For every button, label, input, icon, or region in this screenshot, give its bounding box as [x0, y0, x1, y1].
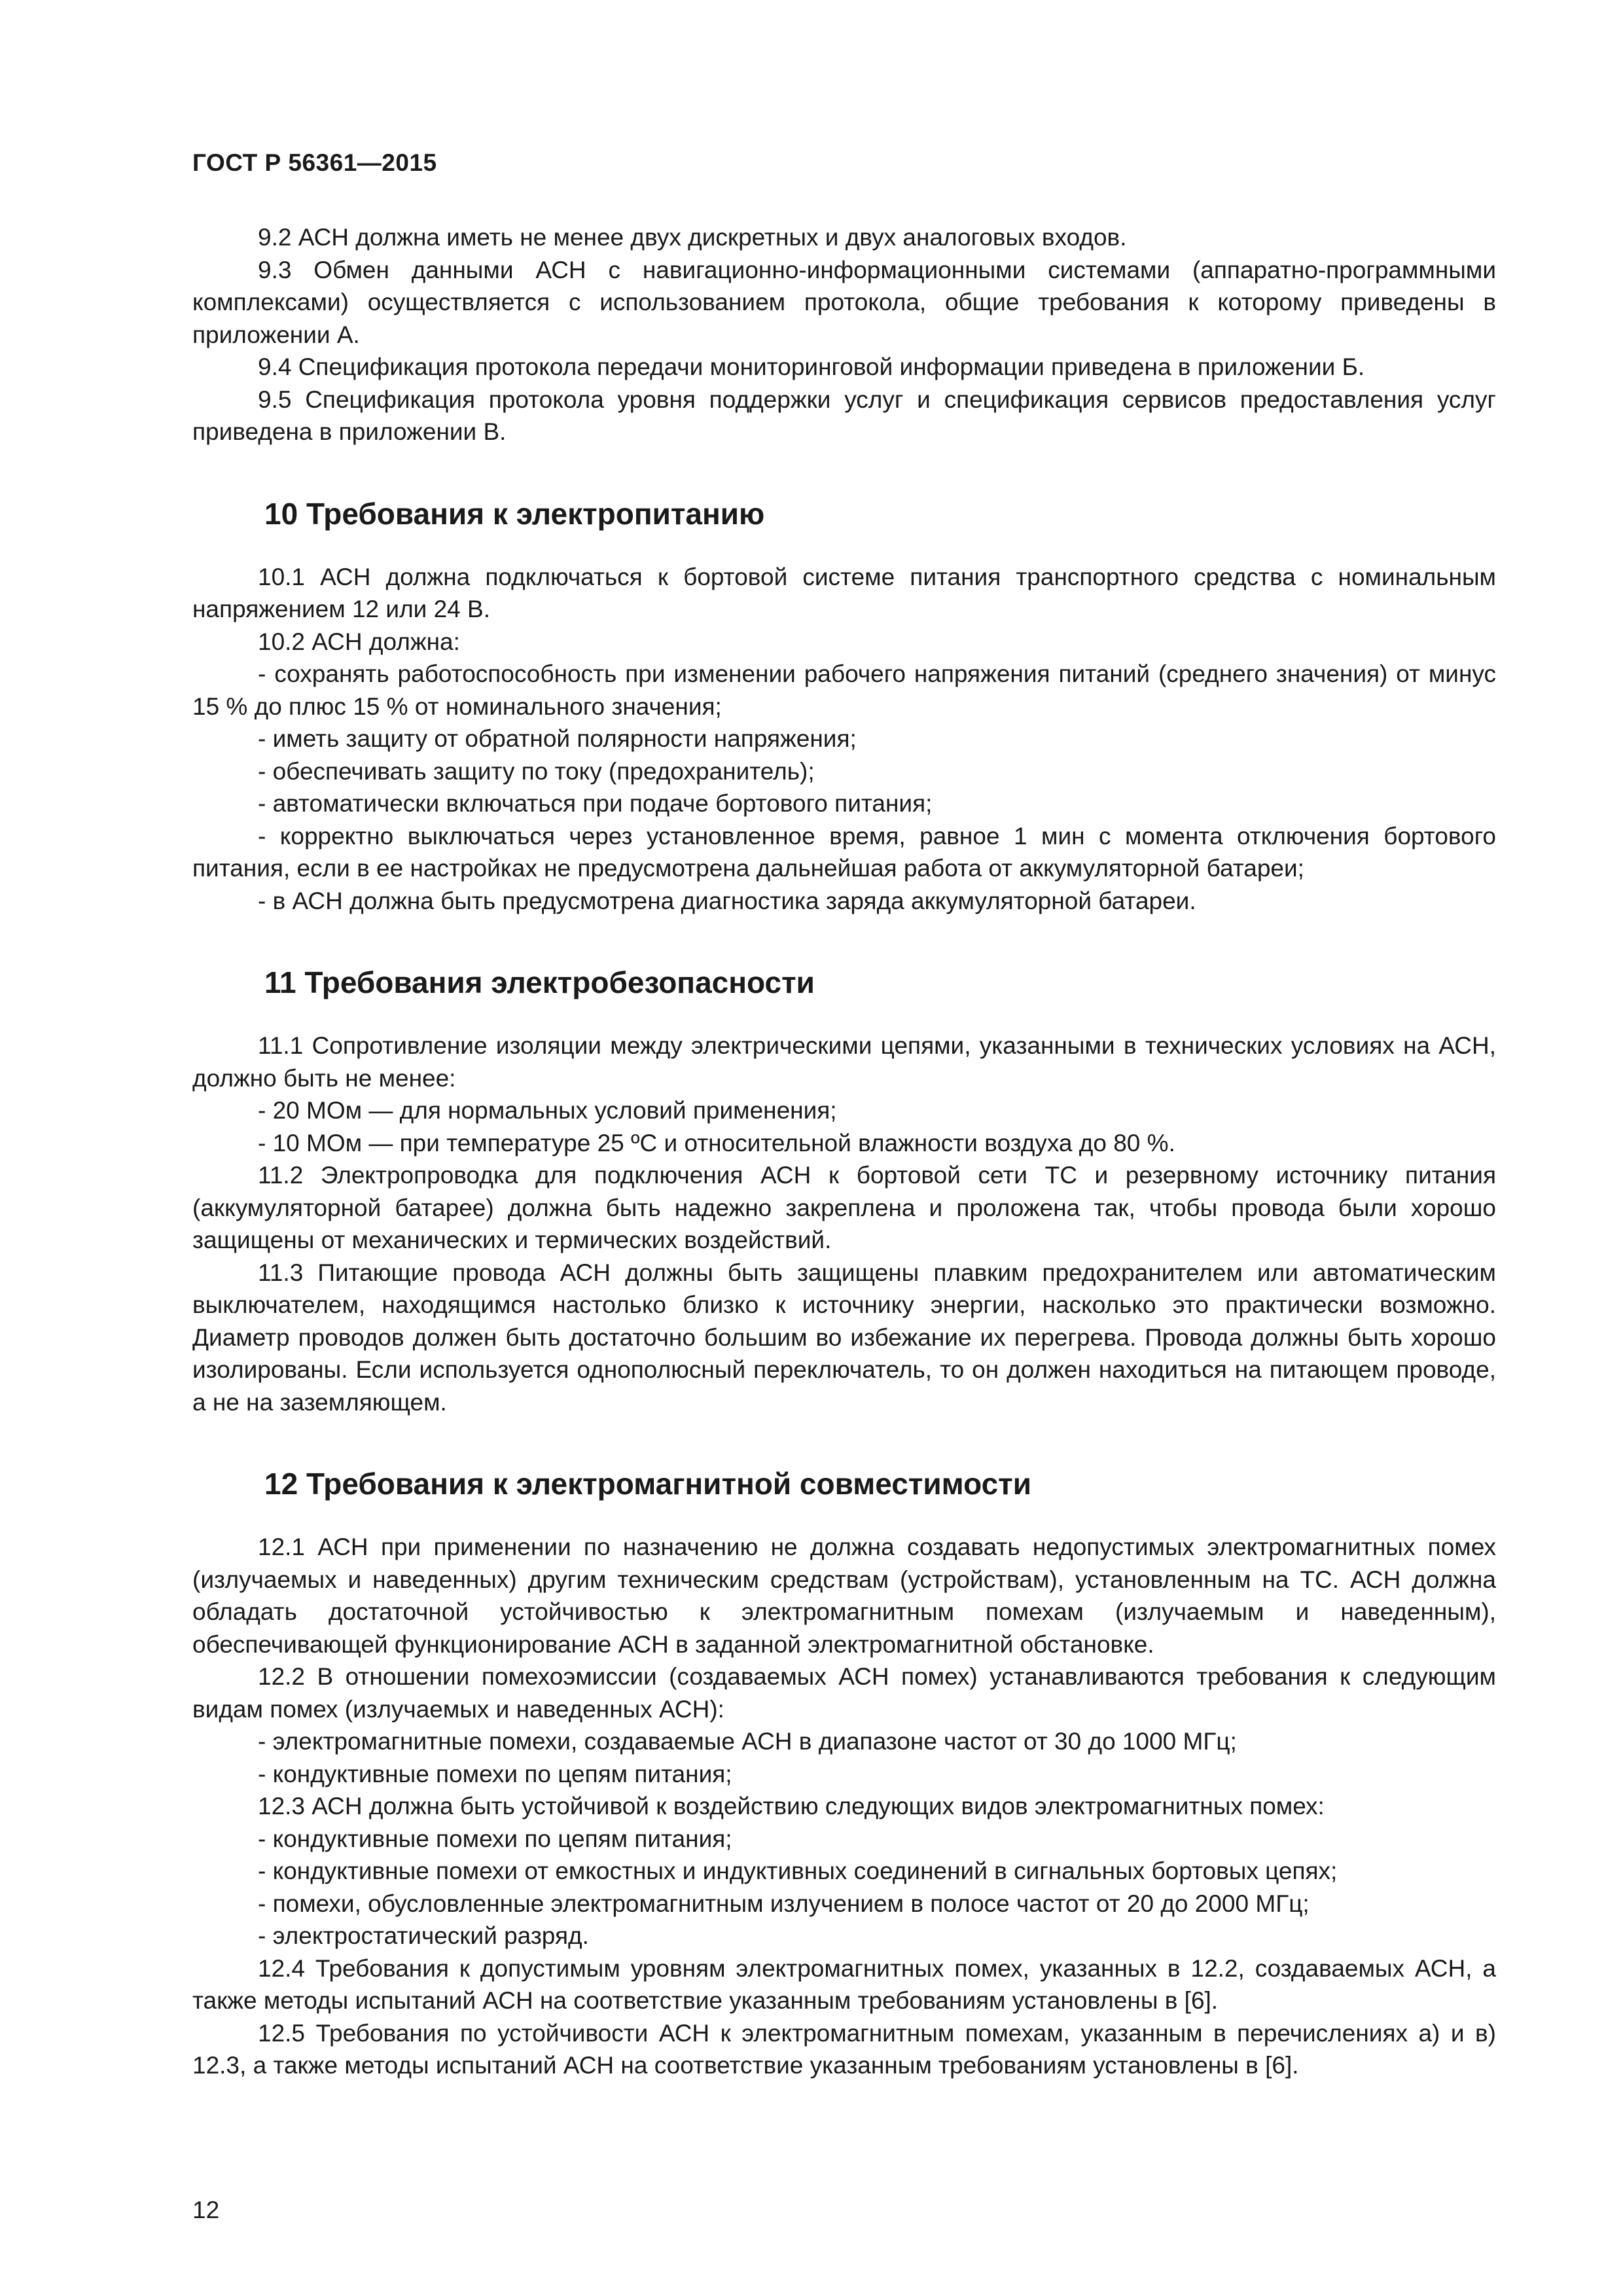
paragraph-11-1: 11.1 Сопротивление изоляции между электрическими цепями, указанными в технических условиях на АСН, должно быть не менее: [192, 1032, 1496, 1092]
list-item: - кондуктивные помехи по цепям питания; [258, 1825, 732, 1852]
section-heading-10: 10 Требования к электропитанию [264, 496, 765, 531]
list-item: - кондуктивные помехи от емкостных и индуктивных соединений в сигнальных бортовых цепях; [258, 1857, 1338, 1884]
list-item: - 10 МОм — при температуре 25 ºС и относительной влажности воздуха до 80 %. [258, 1129, 1175, 1157]
list-item: - корректно выключаться через установленное время, равное 1 мин с момента отключения бортового питания, если в ее настройках не предусмотрена дальнейшая работа от аккумуляторной батареи; [192, 822, 1496, 882]
section-heading-11: 11 Требования электробезопасности [264, 965, 815, 999]
paragraph-10-2: 10.2 АСН должна: [258, 628, 460, 655]
paragraph-12-1: 12.1 АСН при применении по назначению не должна создавать недопустимых электромагнитных помех (излучаемых и наведенных) другим техническим средствам (устройствам), установленным на ТС. АСН должна обладать достаточной устойчивостью к электромагнитным помехам (излучаемым и наведенным), обеспечивающей функционирование АСН в заданной электромагнитной обстановке. [192, 1534, 1496, 1658]
page-number: 12 [192, 2197, 220, 2223]
standard-header: ГОСТ Р 56361—2015 [192, 149, 437, 176]
paragraph-9-4: 9.4 Спецификация протокола передачи мониторинговой информации приведена в приложении Б. [258, 353, 1365, 380]
list-item: - обеспечивать защиту по току (предохранитель); [258, 757, 815, 785]
list-item: - в АСН должна быть предусмотрена диагностика заряда аккумуляторной батареи. [258, 887, 1196, 914]
paragraph-12-2: 12.2 В отношении помехоэмиссии (создаваемых АСН помех) устанавливаются требования к следующим видам помех (излучаемых и наведенных АСН): [192, 1663, 1496, 1723]
paragraph-9-5: 9.5 Спецификация протокола уровня поддержки услуг и спецификация сервисов предоставления услуг приведена в приложении В. [192, 386, 1496, 445]
paragraph-11-3: 11.3 Питающие провода АСН должны быть защищены плавким предохранителем или автоматическим выключателем, находящимся настолько близко к источнику энергии, насколько это практически возможно. Диаметр проводов должен быть достаточно большим во избежание их перегрева. Провода должны быть хорошо изолированы. Если используется однополюсный переключатель, то он должен находиться на питающем проводе, а не на заземляющем. [192, 1259, 1496, 1416]
list-item: - сохранять работоспособность при изменении рабочего напряжения питаний (среднего значения) от минус 15 % до плюс 15 % от номинального значения; [192, 660, 1496, 720]
paragraph-11-2: 11.2 Электропроводка для подключения АСН к бортовой сети ТС и резервному источнику питания (аккумуляторной батарее) должна быть надежно закреплена и проложена так, чтобы провода были хорошо защищены от механических и термических воздействий. [192, 1162, 1496, 1253]
list-item: - кондуктивные помехи по цепям питания; [258, 1760, 732, 1787]
paragraph-12-3: 12.3 АСН должна быть устойчивой к воздействию следующих видов электромагнитных помех: [258, 1793, 1325, 1820]
paragraph-12-5: 12.5 Требования по устойчивости АСН к электромагнитным помехам, указанным в перечислениях а) и в) 12.3, а также методы испытаний АСН на соответствие указанным требованиям установлены в [6]. [192, 2019, 1496, 2079]
document-body [192, 221, 1496, 2082]
list-item: - автоматически включаться при подаче бортового питания; [258, 790, 933, 817]
paragraph-10-1: 10.1 АСН должна подключаться к бортовой системе питания транспортного средства с номинальным напряжением 12 или 24 В. [192, 563, 1496, 622]
list-item: - иметь защиту от обратной полярности напряжения; [258, 725, 857, 752]
paragraph-9-3: 9.3 Обмен данными АСН с навигационно-информационными системами (аппаратно-программными комплексами) осуществляется с использованием протокола, общие требования к которому приведены в приложении А. [192, 256, 1496, 348]
paragraph-9-2: 9.2 АСН должна иметь не менее двух дискретных и двух аналоговых входов. [258, 224, 1127, 251]
section-heading-12: 12 Требования к электромагнитной совместимости [264, 1467, 1031, 1501]
list-item: - 20 МОм — для нормальных условий применения; [258, 1097, 837, 1124]
list-item: - электростатический разряд. [258, 1922, 589, 1949]
paragraph-12-4: 12.4 Требования к допустимым уровням электромагнитных помех, указанных в 12.2, создаваемых АСН, а также методы испытаний АСН на соответствие указанным требованиям установлены в [6]. [192, 1954, 1496, 2014]
list-item: - электромагнитные помехи, создаваемые АСН в диапазоне частот от 30 до 1000 МГц; [258, 1728, 1237, 1755]
list-item: - помехи, обусловленные электромагнитным излучением в полосе частот от 20 до 2000 МГц; [258, 1890, 1310, 1917]
